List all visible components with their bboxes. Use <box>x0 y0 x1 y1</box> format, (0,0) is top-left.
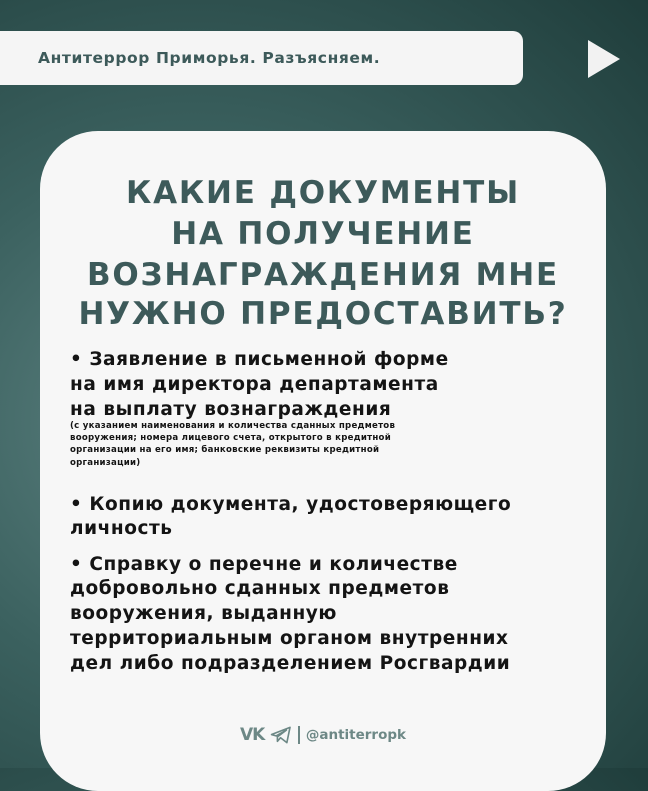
item-1-line-3: на выплату вознаграждения <box>70 399 392 420</box>
content-card <box>40 131 606 791</box>
play-icon[interactable] <box>588 40 620 78</box>
item-1-note-line-1: (с указанием наименования и количества сданных предметов <box>70 421 396 431</box>
item-3-line-2: добровольно сданных предметов <box>70 578 450 599</box>
item-3-line-5: дел либо подразделением Росгвардии <box>70 653 511 674</box>
card-title-line-2: НА ПОЛУЧЕНИЕ <box>171 216 475 252</box>
social-handle[interactable]: @antiterropk <box>305 727 406 743</box>
item-3-line-1: • Справку о перечне и количестве <box>70 554 458 575</box>
item-1-line-2: на имя директора департамента <box>70 374 439 395</box>
header-banner <box>0 31 523 85</box>
item-1-note-line-3: организации на его имя; банковские реквизиты кредитной <box>70 445 380 455</box>
item-2-line-1: • Копию документа, удостоверяющего <box>70 494 512 515</box>
card-title-line-3: ВОЗНАГРАЖДЕНИЯ МНЕ <box>86 257 560 293</box>
item-3-line-3: вооружения, выданную <box>70 603 337 624</box>
footer-divider <box>298 726 300 744</box>
telegram-icon[interactable] <box>270 726 292 744</box>
item-3-line-4: территориальным органом внутренних <box>70 628 509 649</box>
header-title: Антитеррор Приморья. Разъясняем. <box>38 49 381 67</box>
item-2-line-2: личность <box>70 518 173 539</box>
item-1-note-line-4: организации) <box>70 458 141 468</box>
item-1-line-1: • Заявление в письменной форме <box>70 349 449 370</box>
social-footer <box>40 725 606 745</box>
card-title-line-1: КАКИЕ ДОКУМЕНТЫ <box>125 175 521 211</box>
vk-icon[interactable]: VK <box>240 725 265 745</box>
card-title-line-4: НУЖНО ПРЕДОСТАВИТЬ? <box>78 296 568 332</box>
item-1-note-line-2: вооружения; номера лицевого счета, открытого в кредитной <box>70 433 391 443</box>
